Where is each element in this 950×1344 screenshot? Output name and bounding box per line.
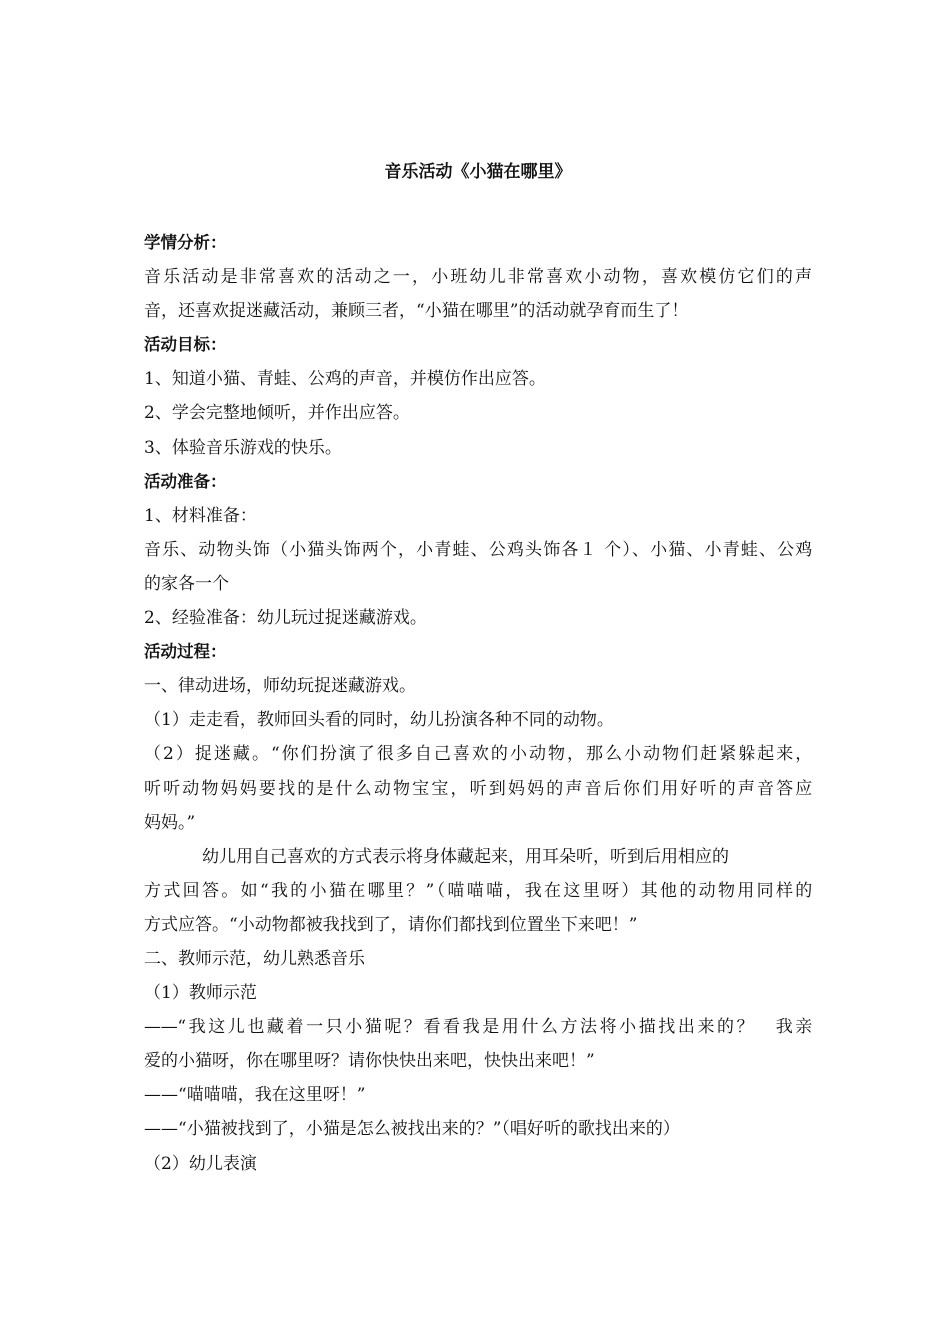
paragraph-line: （2）幼儿表演: [144, 1153, 257, 1174]
list-item: 1、材料准备：: [144, 505, 257, 526]
paragraph-line: ——“喵喵喵，我在这里呀！”: [144, 1085, 366, 1106]
paragraph-line: 的家各一个: [144, 573, 229, 594]
paragraph-line: 方式回答。如“我的小猫在哪里？”（喵喵喵，我在这里呀）其他的动物用同样的: [144, 880, 812, 901]
paragraph-line: 音，还喜欢捉迷藏活动，兼顾三者，“小猫在哪里”的活动就孕育而生了！: [144, 301, 689, 322]
list-item: 1、知道小猫、青蛙、公鸡的声音，并模仿作出应答。: [144, 369, 546, 390]
paragraph-line: ——“小猫被找到了，小猫是怎么被找出来的？”（唱好听的歌找出来的）: [144, 1119, 680, 1140]
list-item: 3、体验音乐游戏的快乐。: [144, 437, 342, 458]
paragraph-line: 妈妈。”: [144, 812, 196, 833]
paragraph-line: 二、教师示范，幼儿熟悉音乐: [144, 948, 365, 969]
section-heading-analysis: 学情分析：: [144, 233, 227, 252]
paragraph-line: 听听动物妈妈要找的是什么动物宝宝，听到妈妈的声音后你们用好听的声音答应: [144, 778, 812, 799]
paragraph-line: （1）走走看，教师回头看的同时，幼儿扮演各种不同的动物。: [144, 710, 614, 731]
section-heading-process: 活动过程：: [144, 642, 227, 662]
section-heading-preparation: 活动准备：: [144, 471, 227, 491]
document-body: [144, 226, 812, 1181]
paragraph-line: ——“我这儿也藏着一只小猫呢？看看我是用什么方法将小描找出来的？ 我亲: [144, 1017, 812, 1038]
paragraph-line: 方式应答。“小动物都被我找到了，请你们都找到位置坐下来吧！”: [144, 914, 638, 935]
list-item: 2、经验准备：幼儿玩过捉迷藏游戏。: [144, 608, 427, 629]
paragraph-line: 一、律动进场，师幼玩捉迷藏游戏。: [144, 676, 416, 697]
section-heading-goals: 活动目标：: [144, 335, 227, 355]
list-item: 2、学会完整地倾听，并作出应答。: [144, 403, 410, 424]
paragraph-line: 幼儿用自己喜欢的方式表示将身体藏起来，用耳朵听，听到后用相应的: [202, 846, 729, 867]
paragraph-line: 音乐活动是非常喜欢的活动之一，小班幼儿非常喜欢小动物，喜欢模仿它们的声: [144, 267, 812, 288]
document-title: 音乐活动《小猫在哪里》: [384, 162, 572, 182]
paragraph-line: （1）教师示范: [144, 983, 257, 1004]
paragraph-line: 爱的小猫呀，你在哪里呀？请你快快出来吧，快快出来吧！”: [144, 1051, 595, 1072]
paragraph-line: （2）捉迷藏。“你们扮演了很多自己喜欢的小动物，那么小动物们赶紧躲起来，: [144, 744, 812, 765]
paragraph-line: 音乐、动物头饰（小猫头饰两个，小青蛙、公鸡头饰各１ 个）、小猫、小青蛙、公鸡: [144, 539, 812, 560]
